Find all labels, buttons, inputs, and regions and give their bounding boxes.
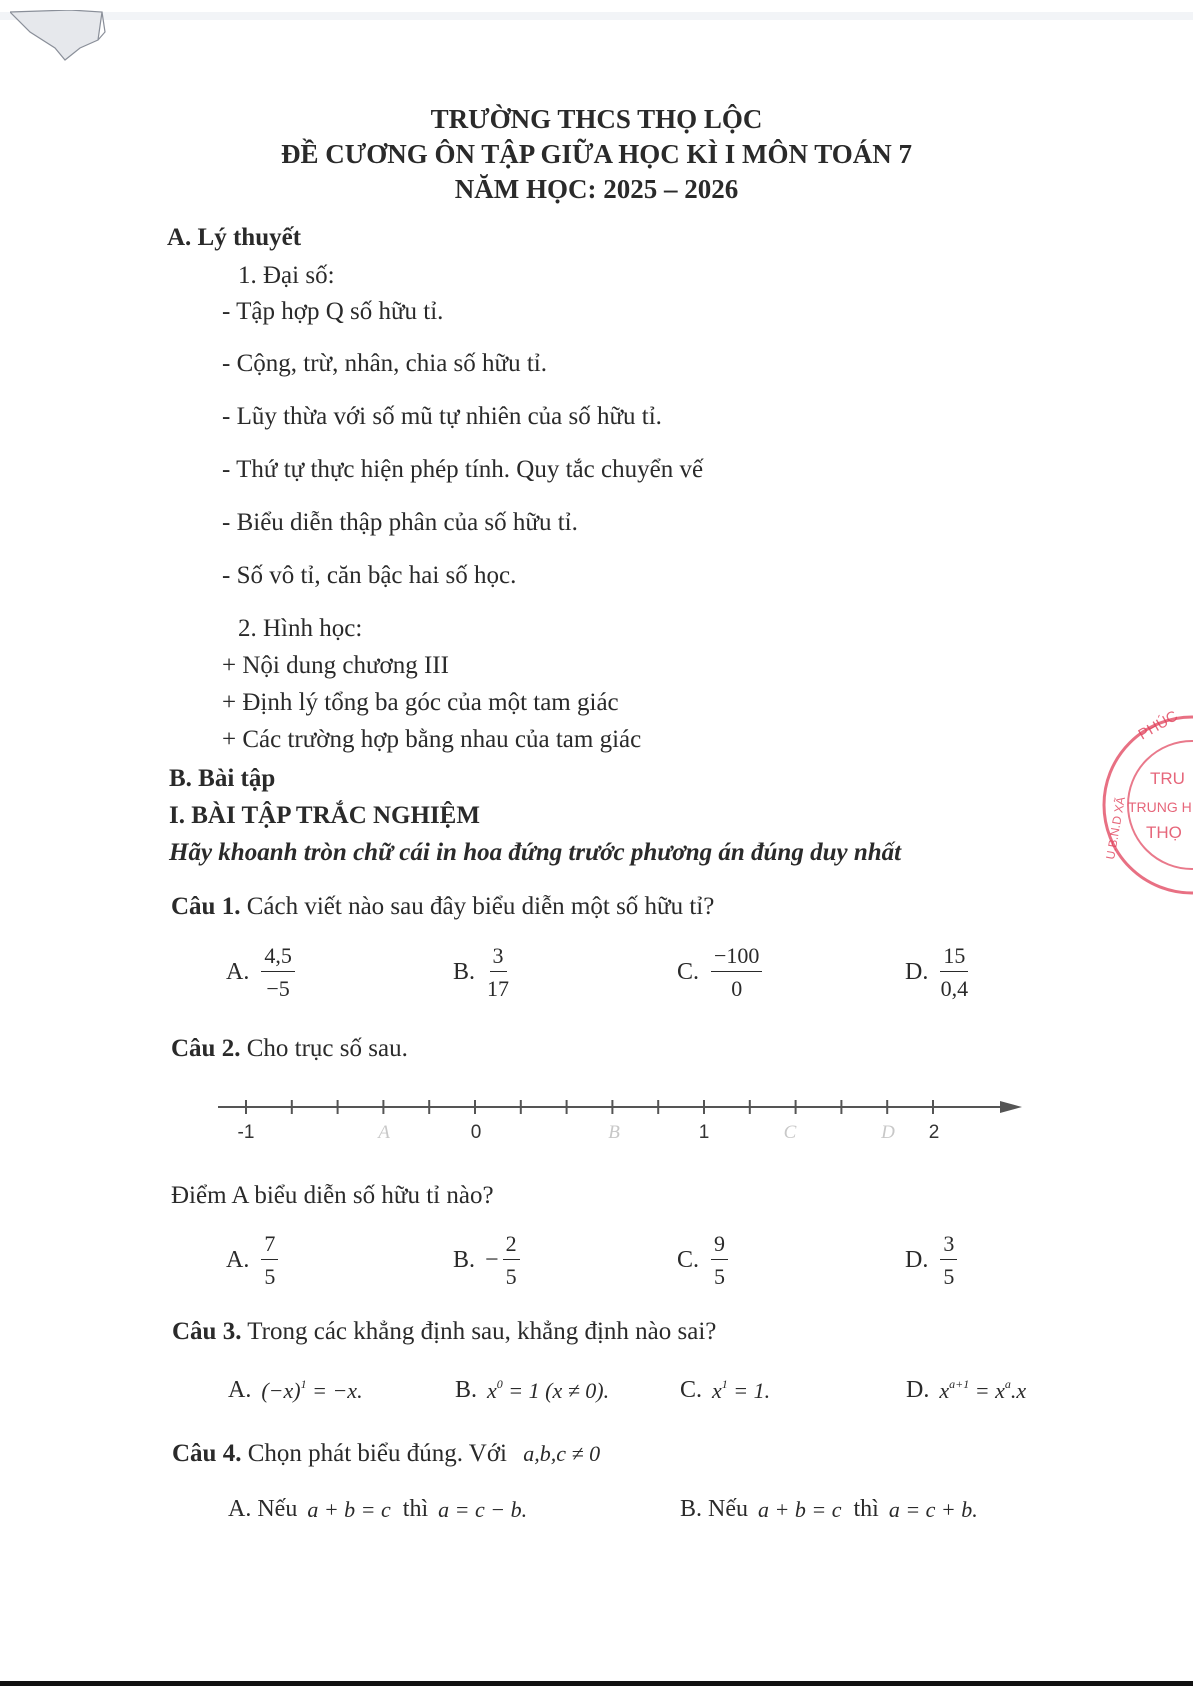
formula: $x^1 = 1$. [712, 1376, 771, 1403]
document-title: ĐỀ CƯƠNG ÔN TẬP GIỮA HỌC KÌ I MÔN TOÁN 7 [280, 139, 913, 169]
connector-text: thì [853, 1496, 879, 1522]
condition-formula: a,b,c ≠ 0 [523, 1441, 601, 1466]
geometry-item: + Định lý tổng ba góc của một tam giác [222, 689, 619, 716]
point-label-c: C [783, 1122, 797, 1143]
axis-label-two: 2 [928, 1122, 940, 1143]
exercises-heading: B. Bài tập [169, 765, 276, 792]
fraction: $\frac{-100}{0}$ [711, 945, 762, 1000]
formula: a + b = c [307, 1496, 391, 1522]
question-4 [172, 1440, 600, 1468]
algebra-item: - Biểu diễn thập phân của số hữu tỉ. [222, 509, 578, 536]
theory-heading: A. Lý thuyết [167, 224, 302, 251]
q1-option-b[interactable] [453, 945, 509, 1000]
q2-option-c[interactable] [677, 1233, 728, 1288]
q4-option-b[interactable] [680, 1496, 978, 1523]
stamp-top-text: PHÚC [1135, 707, 1181, 744]
q3-option-b[interactable] [455, 1377, 609, 1404]
option-letter: C. [677, 1247, 700, 1273]
q1-option-a[interactable] [226, 945, 295, 1000]
option-letter: B. [453, 959, 476, 985]
arrow-head-icon [1000, 1101, 1022, 1113]
connector-text: thì [402, 1496, 429, 1522]
q1-option-c[interactable] [677, 945, 762, 1000]
option-letter: D. [905, 1247, 929, 1273]
question-1 [171, 893, 714, 921]
fraction: $\frac{3}{5}$ [940, 1233, 957, 1288]
question-label: Câu 2. [171, 1035, 241, 1062]
q3-option-a[interactable] [228, 1377, 363, 1404]
q4-option-a[interactable] [228, 1496, 527, 1523]
multiple-choice-heading: I. BÀI TẬP TRẮC NGHIỆM [169, 802, 480, 829]
option-letter: B. [455, 1377, 478, 1403]
option-letter: A. [226, 1247, 250, 1273]
algebra-item: - Tập hợp Q số hữu tỉ. [222, 298, 444, 325]
option-letter: A. Nếu [228, 1496, 298, 1522]
algebra-item: - Lũy thừa với số mũ tự nhiên của số hữu tỉ. [222, 403, 662, 430]
fraction: $\frac{3}{17}$ [487, 943, 510, 1001]
number-line [210, 1090, 1030, 1150]
question-2 [171, 1035, 408, 1063]
option-letter: C. [680, 1377, 703, 1403]
q3-option-c[interactable] [680, 1377, 770, 1404]
algebra-item: - Cộng, trừ, nhân, chia số hữu tỉ. [222, 350, 547, 377]
scan-bottom-edge [0, 1681, 1193, 1686]
option-letter: B. [453, 1247, 476, 1273]
formula: a = c + b. [888, 1496, 978, 1522]
fraction: $\frac{7}{5}$ [261, 1233, 278, 1288]
point-label-d: D [881, 1122, 895, 1143]
axis-label-one: 1 [698, 1122, 710, 1143]
option-letter: A. [228, 1377, 252, 1403]
q2-option-d[interactable] [905, 1233, 957, 1288]
geometry-heading: 2. Hình học: [238, 615, 363, 642]
q3-option-d[interactable] [906, 1377, 1026, 1404]
school-year: NĂM HỌC: 2025 – 2026 [454, 174, 739, 204]
question-label: Câu 1. [171, 893, 241, 920]
instruction-text: Hãy khoanh tròn chữ cái in hoa đứng trước phương án đúng duy nhất [169, 839, 902, 866]
option-letter: D. [905, 959, 929, 985]
stamp-line-3: THỌ [1146, 823, 1182, 842]
question-3 [172, 1318, 716, 1346]
point-label-b: B [608, 1122, 620, 1143]
option-letter: D. [906, 1377, 930, 1403]
point-label-a: A [378, 1122, 390, 1143]
formula: a + b = c [758, 1496, 842, 1522]
option-letter: B. Nếu [680, 1496, 748, 1522]
fraction: $\frac{9}{5}$ [711, 1233, 728, 1288]
geometry-item: + Nội dung chương III [222, 652, 449, 679]
scan-top-edge [0, 12, 1193, 20]
minus-sign: − [485, 1247, 499, 1273]
axis-label-zero: 0 [470, 1122, 482, 1143]
algebra-heading: 1. Đại số: [238, 262, 335, 289]
school-stamp [1092, 707, 1193, 900]
geometry-item: + Các trường hợp bằng nhau của tam giác [222, 726, 642, 753]
question-label: Câu 3. [172, 1318, 242, 1345]
algebra-item: - Số vô tỉ, căn bậc hai số học. [222, 562, 517, 589]
option-letter: C. [677, 959, 700, 985]
q2-option-b[interactable] [453, 1233, 520, 1288]
question-text: Chọn phát biểu đúng. Với [241, 1440, 507, 1467]
fraction: $\frac{4,5}{-5}$ [261, 945, 295, 1000]
formula: $(-x)^1 = -x$. [261, 1376, 363, 1403]
fraction: $\frac{15}{0,4}$ [940, 943, 969, 1001]
q1-option-d[interactable] [905, 945, 968, 1000]
stamp-left-text: U.B.N.D XÃ [1103, 795, 1128, 861]
axis-label-minus-one: -1 [237, 1122, 255, 1143]
folded-corner-mark [10, 10, 110, 62]
stamp-line-2: TRUNG H [1128, 799, 1192, 815]
question-text: Trong các khẳng định sau, khẳng định nào sai? [241, 1318, 717, 1345]
formula: $x^0 = 1$ (x ≠ 0). [487, 1376, 610, 1403]
formula: a = c − b. [438, 1496, 528, 1522]
stamp-line-1: TRU [1150, 769, 1185, 788]
question-label: Câu 4. [172, 1440, 242, 1467]
school-name: TRƯỜNG THCS THỌ LỘC [430, 104, 763, 134]
fraction: $\frac{2}{5}$ [503, 1233, 520, 1288]
q2-option-a[interactable] [226, 1233, 278, 1288]
question-2-prompt: Điểm A biểu diễn số hữu tỉ nào? [171, 1182, 494, 1209]
question-text: Cách viết nào sau đây biểu diễn một số hữu tỉ? [240, 893, 715, 920]
option-letter: A. [226, 959, 250, 985]
question-text: Cho trục số sau. [240, 1035, 408, 1062]
algebra-item: - Thứ tự thực hiện phép tính. Quy tắc chuyển vế [222, 456, 704, 483]
formula: $x^{a+1} = x^a.x$ [939, 1376, 1027, 1403]
